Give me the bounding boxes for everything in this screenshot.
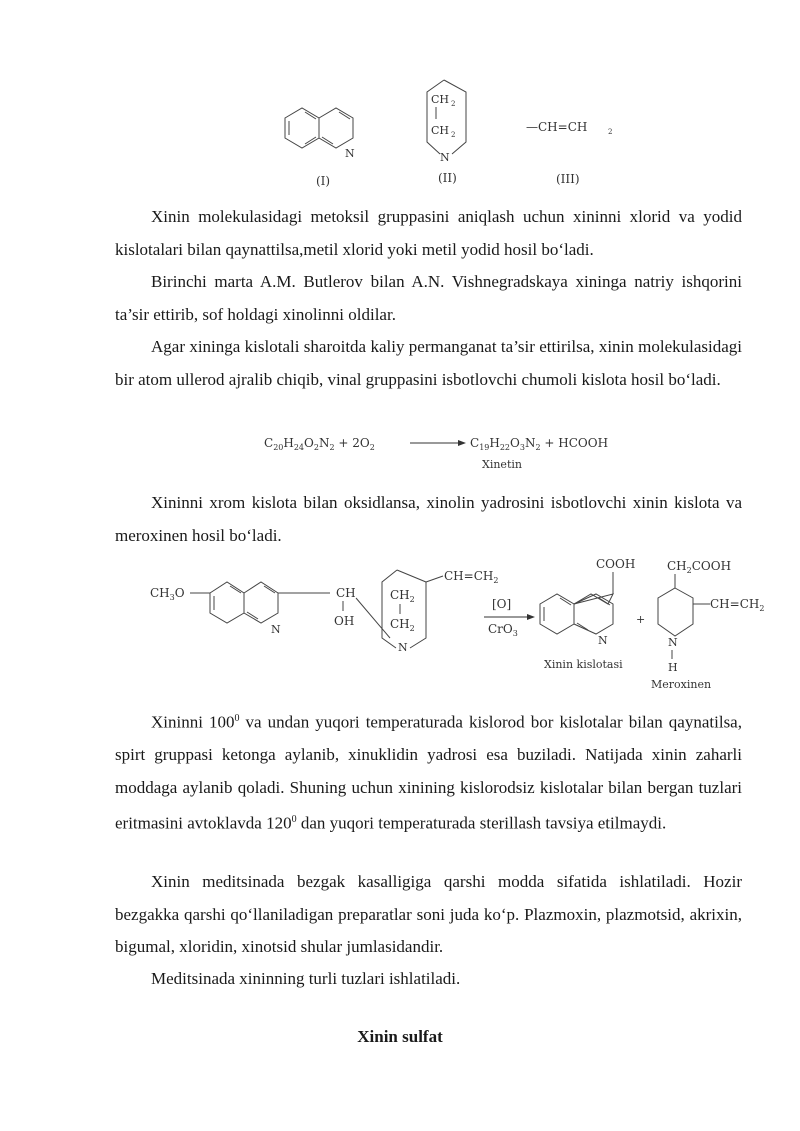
reagent-label: CrO$_3$ [488,622,518,638]
section-heading: Xinin sulfat [357,1027,443,1046]
quinuclidine-n: N [440,151,450,164]
eq1-product-name: Xinetin [482,458,522,471]
paragraph-6: Xinin meditsinada bezgak kasalligiga qarshi modda sifatida ishlatiladi. Hozir bezgakka qarshi qo‘llaniladigan preparatlar soni juda ko‘p. Plazmoxin, plazmotsid, akrixin, bigumal, xloridin, xinotsid shular jumlasidandir. [115,872,742,957]
quinine-n: N [271,623,281,636]
label-iii: (III) [556,172,580,186]
meroxinen-vinyl: $CH=CH_2$ [710,597,765,613]
quinine-quinuclidine [382,570,443,648]
quinine-quinuclidine-n: N [398,641,408,654]
quinine-ch2-bottom: $CH_2$ [390,617,415,633]
quinine-quinoline-ring [210,582,330,623]
cooh-group: COOH [596,557,636,571]
oh-group: OH [334,614,355,628]
label-ii: (II) [438,171,457,185]
acid-name: Xinin kislotasi [544,658,623,671]
oxidation-label: [O] [492,597,512,611]
paragraph-2: Birinchi marta A.M. Butlerov bilan A.N. Vishnegradskaya xininga natriy ishqorini ta’sir ettirib, sof holdagi xinolinni oldilar. [115,272,742,324]
vinyl-sub: 2 [608,128,613,136]
paragraph-4: Xininni xrom kislota bilan oksidlansa, xinolin yadrosini isbotlovchi xinin kislota va meroxinen hosil bo‘ladi. [115,493,742,545]
paragraph-5: Xininni $100^0$ va undan yuqori temperaturada kislorod bor kislotalar bilan qaynatilsa, spirt gruppasi ketonga aylanib, xinuklidin yadrosi esa buziladi. Natijada xinin zaharli moddaga aylanib qoladi. Shuning uchun xinining kislorodsiz kislotalar bilan bergan tuzlari eritmasini avtoklavda $120^0$ dan yuqori temperaturada sterillash tavsiya etilmaydi. [115,712,742,834]
quinoline-structure [285,108,353,148]
meroxinen-name: Meroxinen [651,678,712,691]
vinyl-group: —CH=CH [526,120,588,134]
eq1-arrow [410,440,466,446]
meroxinen-ring [658,588,710,636]
quinic-acid-n: N [598,634,608,647]
plus-sign: + [636,613,646,626]
paragraph-3: Agar xininga kislotali sharoitda kaliy permanganat ta’sir ettirilsa, xinin molekulasidagi bir atom ullerod ajralib chiqib, vinal gruppasini isbotlovchi chumoli kislota hosil bo‘ladi. [115,337,742,389]
ch2-top-sub: 2 [451,100,456,108]
quinine-vinyl: $CH=CH_2$ [444,569,499,585]
ch2-mid: CH [431,124,450,137]
quinic-acid-ring [540,594,613,634]
ch2-top: CH [431,93,450,106]
quinine-ch2-top: $CH_2$ [390,588,415,604]
ch2cooh-group: $CH_2COOH$ [667,559,732,575]
paragraph-7: Meditsinada xininning turli tuzlari ishlatiladi. [151,969,461,988]
ch-group: CH [336,586,356,600]
methoxy-group: $CH_3O$ [150,586,185,602]
structures-top [0,0,800,200]
quinuclidine-structure [427,80,466,154]
quinoline-n: N [345,147,355,160]
eq1-right: $C_{19}H_{22}O_3N_2$ + HCOOH [470,436,609,452]
eq1-left: $C_{20}H_{24}O_2N_2 + 2O_2$ [264,436,375,452]
paragraph-1: Xinin molekulasidagi metoksil gruppasini aniqlash uchun xininni xlorid va yodid kislotalari bilan qaynattilsa,metil xlorid yoki metil yodid hosil bo‘ladi. [115,207,742,259]
ch2-mid-sub: 2 [451,131,456,139]
meroxinen-n: N [668,636,678,649]
label-i: (I) [316,174,331,188]
meroxinen-h: H [668,661,678,674]
